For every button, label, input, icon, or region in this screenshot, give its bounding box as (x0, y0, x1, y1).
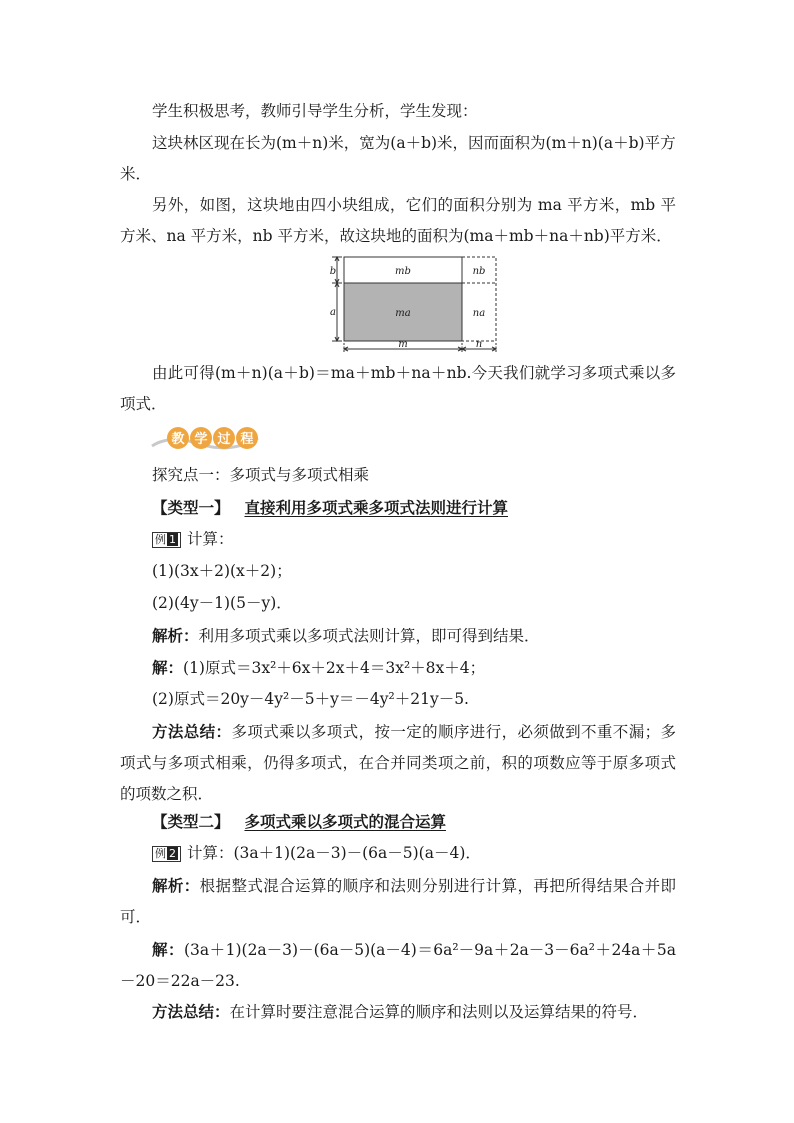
example1-analysis: 解析：利用多项式乘以多项式法则计算，即可得到结果． (152, 626, 540, 645)
example1-solution-2: (2)原式＝20y－4y²－5＋y＝－4y²＋21y－5. (152, 690, 469, 708)
ribbon-char-2: 学 (194, 432, 208, 447)
section-ribbon-teaching-process (150, 424, 260, 452)
ribbon-char-3: 过 (217, 432, 231, 447)
example1-summary: 方法总结：多项式乘以多项式，按一定的顺序进行，必须做到不重不漏；多项式与多项式相乘，仍得多项式，在合并同类项之前，积的项数应等于原多项式的项数之积． (120, 722, 676, 803)
example2-analysis-label: 解析： (152, 876, 200, 895)
label-na: na (472, 308, 486, 319)
example2-summary: 方法总结：在计算时要注意混合运算的顺序和法则以及运算结果的符号． (152, 1002, 649, 1021)
label-m: m (398, 339, 408, 350)
ribbon-char-4: 程 (240, 432, 254, 447)
explore-heading: 探究点一：多项式与多项式相乘 (152, 466, 370, 484)
label-ma: ma (395, 308, 411, 319)
example1-prompt-line (152, 524, 708, 555)
type2-tag: 【类型二】 (152, 812, 230, 831)
example2-prompt-line (152, 838, 708, 869)
area-diagram (328, 253, 500, 355)
label-nb: nb (472, 266, 486, 277)
intro-paragraph-dimensions: 这块林区现在长为(m＋n)米，宽为(a＋b)米，因而面积为(m＋n)(a＋b)平方米． (120, 134, 676, 183)
label-b: b (329, 266, 337, 277)
example1-badge: 例 1 (152, 532, 181, 548)
intro-line: 学生积极思考，教师引导学生分析，学生发现： (152, 102, 478, 120)
example1-solution-label: 解： (152, 658, 184, 677)
example2-solution-label: 解： (152, 940, 184, 959)
example2-analysis: 解析：根据整式混合运算的顺序和法则分别进行计算，再把所得结果合并即可． (120, 876, 676, 926)
example1-analysis-label: 解析： (152, 626, 199, 645)
example2-prompt: 计算：(3a＋1)(2a－3)－(6a－5)(a－4)． (187, 844, 481, 862)
type2-title: 多项式乘以多项式的混合运算 (244, 812, 446, 831)
label-n: n (475, 339, 483, 350)
example1-solution-1: 解：(1)原式＝3x²＋6x＋2x＋4＝3x²＋8x＋4； (152, 658, 486, 677)
intro-paragraph-conclusion: 由此可得(m＋n)(a＋b)＝ma＋mb＋na＋nb.今天我们就学习多项式乘以多项式． (120, 364, 676, 413)
example1-prompt: 计算： (187, 530, 234, 548)
example1-question-2: (2)(4y－1)(5－y)． (152, 594, 292, 612)
type1-tag: 【类型一】 (152, 498, 230, 517)
ribbon-char-1: 教 (171, 432, 185, 447)
type1-title: 直接利用多项式乘多项式法则进行计算 (244, 498, 508, 517)
example2-badge: 例 2 (152, 846, 181, 862)
example1-question-1: (1)(3x＋2)(x＋2)； (152, 562, 292, 580)
example2-solution: 解：(3a＋1)(2a－3)－(6a－5)(a－4)＝6a²－9a＋2a－3－6a²＋24a＋5a－20＝22a－23. (120, 940, 676, 990)
type2-heading (152, 806, 708, 838)
intro-paragraph-areas: 另外，如图，这块地由四小块组成，它们的面积分别为 ma 平方米，mb 平方米、na 平方米，nb 平方米，故这块地的面积为(ma＋mb＋na＋nb)平方米． (120, 196, 676, 245)
type1-heading (152, 492, 708, 524)
label-a: a (330, 307, 336, 318)
example1-summary-label: 方法总结： (152, 722, 232, 741)
example2-summary-label: 方法总结： (152, 1002, 230, 1021)
label-mb: mb (395, 266, 411, 277)
